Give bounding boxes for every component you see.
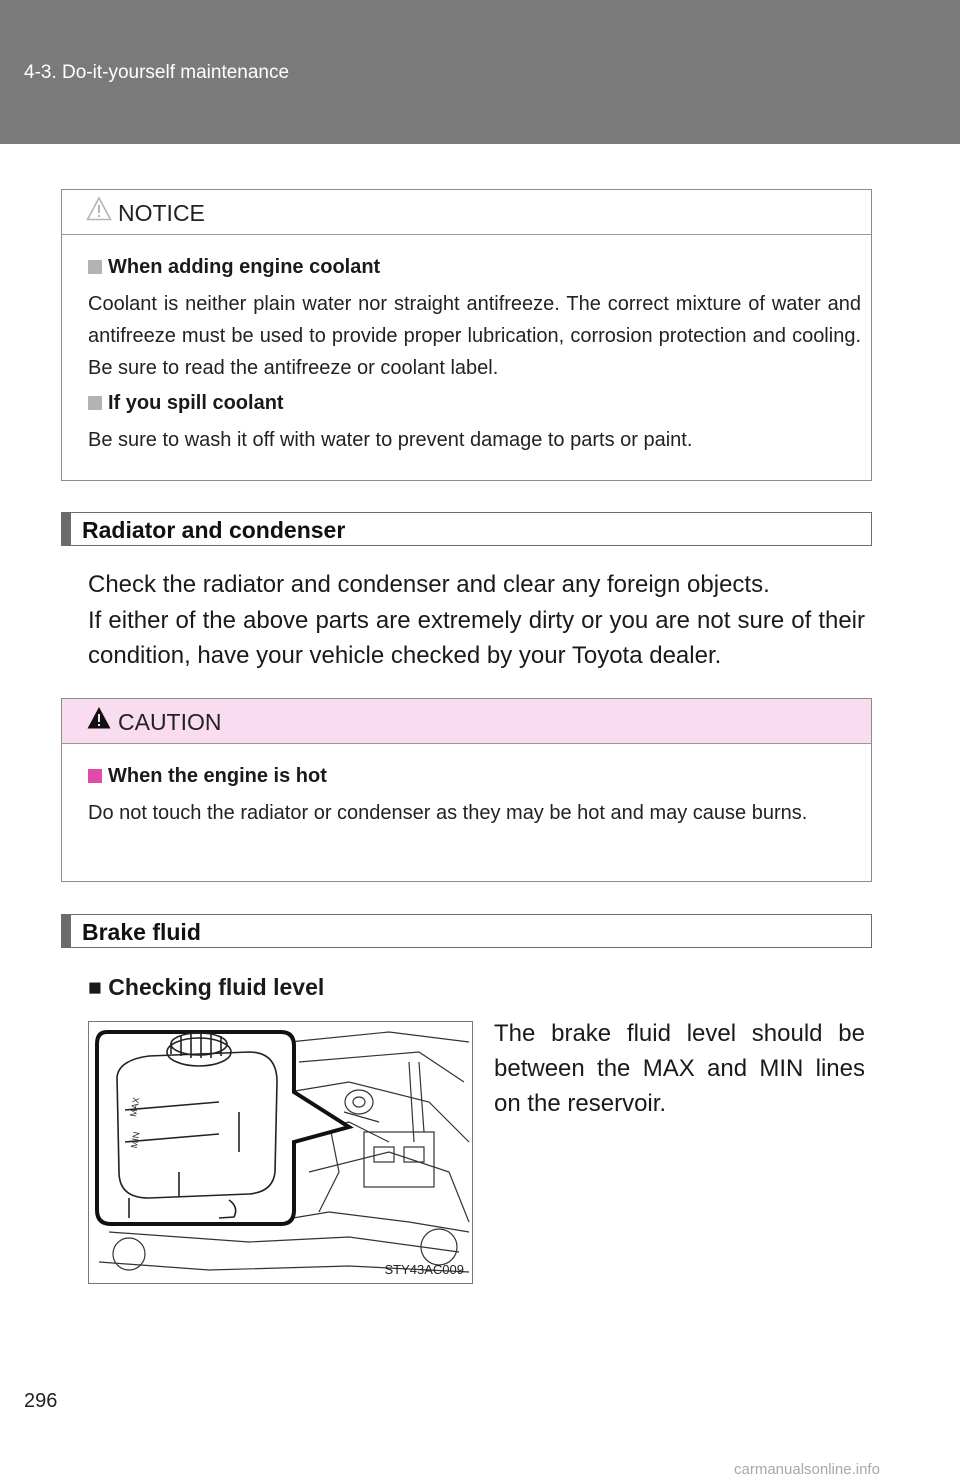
sub-heading: ■ Checking fluid level — [88, 974, 325, 1000]
bullet-square-icon — [88, 260, 102, 274]
bullet-square-icon — [88, 396, 102, 410]
notice-label: NOTICE — [118, 200, 205, 226]
section-bar-brake — [61, 914, 872, 948]
caution-item-title: When the engine is hot — [88, 765, 327, 788]
warning-triangle-icon — [86, 705, 112, 731]
bullet-square-icon — [88, 769, 102, 783]
section-bar-radiator — [61, 512, 872, 546]
min-line-label: MIN — [128, 1131, 142, 1149]
section-bar-mark — [62, 915, 71, 947]
watermark: carmanualsonline.info — [734, 1461, 880, 1478]
section-title: Brake fluid — [82, 919, 201, 945]
caution-label: CAUTION — [118, 709, 222, 735]
caution-header — [62, 699, 871, 744]
caution-box — [61, 698, 872, 882]
notice-item-body: Coolant is neither plain water nor straight antifreeze. The correct mixture of water and antifreeze must be used to provide proper lubrication, corrosion protection and cooling. Be sure to read the antifreeze or coolant label. — [88, 293, 861, 379]
warning-triangle-outline-icon — [86, 196, 112, 222]
notice-box — [61, 189, 872, 481]
notice-header — [62, 190, 871, 235]
radiator-paragraph: Check the radiator and condenser and clear any foreign objects. — [88, 571, 770, 598]
section-bar-mark — [62, 513, 71, 545]
brake-reservoir-figure — [88, 1021, 473, 1284]
section-title: Radiator and condenser — [82, 517, 346, 543]
notice-item-body: Be sure to wash it off with water to prevent damage to parts or paint. — [88, 429, 693, 451]
radiator-paragraph: If either of the above parts are extremely dirty or you are not sure of their condition, have your vehicle checked by your Toyota dealer. — [88, 607, 865, 669]
brake-description: The brake fluid level should be between the MAX and MIN lines on the reservoir. — [494, 1020, 865, 1117]
figure-code: STY43AC009 — [384, 1262, 464, 1277]
engine-bay-illustration — [89, 1022, 473, 1284]
notice-item-title: When adding engine coolant — [88, 256, 380, 279]
notice-item-title: If you spill coolant — [88, 392, 284, 415]
max-line-label: MAX — [128, 1096, 142, 1118]
section-header: 4-3. Do-it-yourself maintenance — [24, 62, 290, 83]
caution-item-body: Do not touch the radiator or condenser as they may be hot and may cause burns. — [88, 802, 808, 824]
page-number: 296 — [24, 1390, 58, 1412]
